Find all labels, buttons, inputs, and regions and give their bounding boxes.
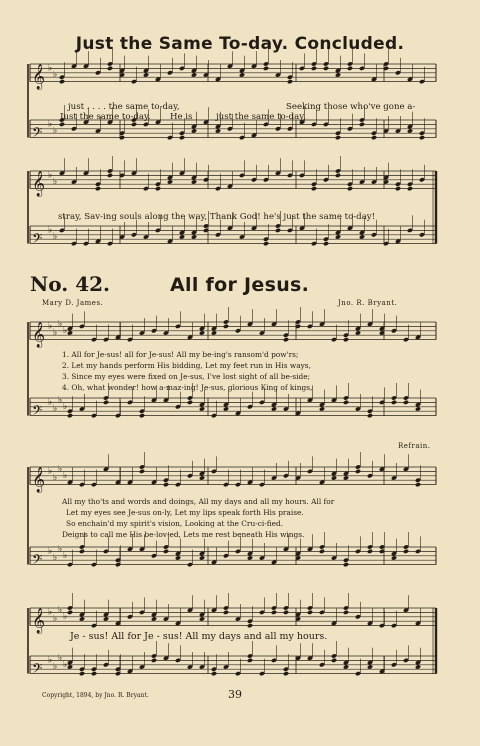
svg-text:𝄞: 𝄞 (32, 64, 46, 90)
svg-text:♭: ♭ (48, 655, 53, 666)
stanza-line: 1. All for Je-sus! all for Je-sus! All my be-ing's ransom'd pow'rs; (62, 350, 299, 359)
svg-text:♭: ♭ (48, 63, 53, 74)
svg-text:𝄢: 𝄢 (32, 402, 43, 422)
copyright: Copyright, 1894, by Jno. R. Bryant. (42, 692, 149, 699)
stanza-line: Let my eyes see Je-sus on-ly, Let my lips speak forth His praise. (66, 508, 304, 517)
top-hymn-title: Just the Same To-day. Concluded. (75, 34, 405, 54)
hymn-title: All for Jesus. (170, 274, 310, 296)
svg-text:♭: ♭ (58, 319, 63, 330)
refrain-line: Je - sus! All for Je - sus! All my days and all my hours. (70, 631, 328, 642)
stanza-line: So enchain'd my spirit's vision, Looking at the Cru-ci-fied. (66, 519, 284, 528)
top-verse-line-1: just . . . . the same to-day, (68, 102, 180, 112)
svg-text:♭: ♭ (63, 551, 68, 561)
svg-text:𝄢: 𝄢 (32, 551, 43, 571)
svg-text:♭: ♭ (58, 544, 63, 555)
svg-text:♭: ♭ (63, 660, 68, 670)
svg-text:𝄞: 𝄞 (32, 467, 46, 493)
top-bass-line-1: Just the same to-day. (60, 112, 151, 122)
svg-text:𝄢: 𝄢 (32, 124, 43, 144)
svg-text:♭: ♭ (63, 612, 68, 622)
refrain-label: Refrain. (398, 442, 431, 450)
top-bass-line-1b: He is (170, 112, 193, 122)
page-number: 39 (228, 688, 242, 701)
svg-text:♭: ♭ (53, 70, 58, 81)
svg-text:♭: ♭ (48, 170, 53, 181)
svg-text:♭: ♭ (48, 607, 53, 618)
stanza-line: 3. Since my eyes were fixed on Je-sus, I've lost sight of all be-side; (62, 372, 311, 381)
svg-text:𝄞: 𝄞 (32, 171, 46, 197)
svg-text:♭: ♭ (53, 232, 58, 243)
svg-text:♭: ♭ (58, 605, 63, 616)
svg-text:♭: ♭ (48, 321, 53, 332)
svg-text:♭: ♭ (53, 328, 58, 339)
svg-text:♭: ♭ (53, 473, 58, 484)
svg-text:𝄞: 𝄞 (32, 608, 46, 634)
svg-text:♭: ♭ (63, 402, 68, 412)
top-bass-line-1c: just the same to-day, (216, 112, 306, 122)
svg-text:♭: ♭ (58, 653, 63, 664)
composer-credit: Jno. R. Bryant. (338, 299, 398, 307)
svg-text:♭: ♭ (53, 662, 58, 673)
svg-text:♭: ♭ (48, 119, 53, 130)
svg-text:♭: ♭ (63, 471, 68, 481)
stanza-line: Deigns to call me His be-lov-ed, Lets me rest beneath His wings. (62, 530, 305, 539)
svg-text:♭: ♭ (58, 395, 63, 406)
top-verse-line-2: stray, Sav-ing souls along the way, Thank God! he's just the same to-day! (58, 212, 376, 222)
hymn-number: No. 42. (30, 272, 110, 296)
svg-text:♭: ♭ (53, 553, 58, 564)
svg-text:𝄢: 𝄢 (32, 660, 43, 680)
svg-text:♭: ♭ (53, 177, 58, 188)
stanza-line: 4. Oh, what wonder! how a-maz-ing! Je-sus, glorious King of kings, (62, 383, 313, 392)
stanza-line: 2. Let my hands perform His bidding, Let my feet run in His ways, (62, 361, 311, 370)
svg-text:♭: ♭ (53, 404, 58, 415)
svg-text:♭: ♭ (48, 466, 53, 477)
svg-text:♭: ♭ (48, 397, 53, 408)
svg-text:♭: ♭ (53, 614, 58, 625)
svg-text:♭: ♭ (48, 546, 53, 557)
lyricist-credit: Mary D. James. (42, 299, 104, 307)
svg-text:♭: ♭ (53, 126, 58, 137)
svg-text:𝄢: 𝄢 (32, 230, 43, 250)
svg-text:♭: ♭ (63, 326, 68, 336)
svg-text:♭: ♭ (58, 464, 63, 475)
svg-text:♭: ♭ (48, 225, 53, 236)
svg-text:𝄞: 𝄞 (32, 322, 46, 348)
top-verse-line-1b: Seeking those who've gone a- (286, 102, 416, 112)
stanza-line: All my tho'ts and words and doings, All my days and all my hours. All for (62, 497, 335, 506)
